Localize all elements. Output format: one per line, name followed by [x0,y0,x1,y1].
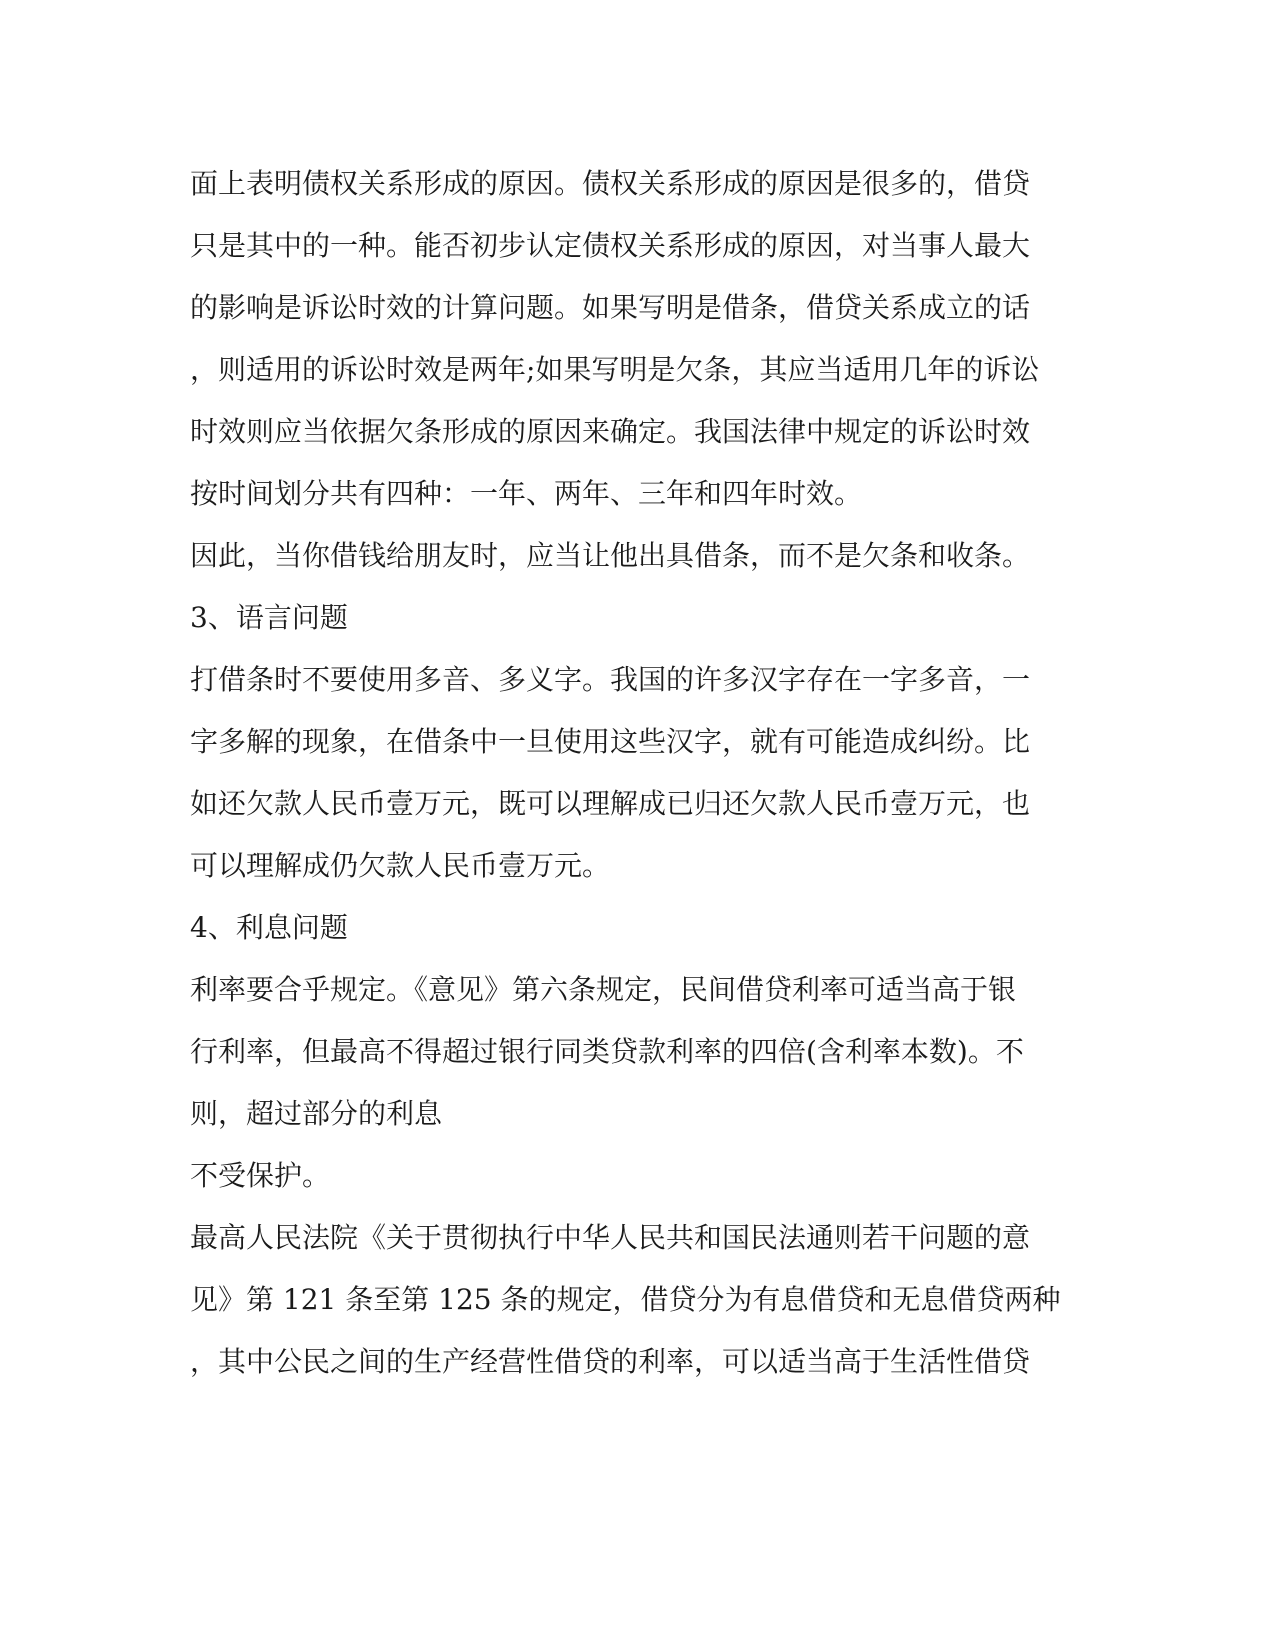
text-line: 不受保护。 [190,1159,331,1192]
text-line: 字多解的现象，在借条中一旦使用这些汉字，就有可能造成纠纷。比 [190,725,1031,758]
text-line: 因此，当你借钱给朋友时，应当让他出具借条，而不是欠条和收条。 [190,539,1031,572]
text-line: 按时间划分共有四种：一年、两年、三年和四年时效。 [190,477,863,510]
text-line: ，则适用的诉讼时效是两年;如果写明是欠条，其应当适用几年的诉讼 [190,353,1040,386]
section-heading: 4、利息问题 [190,911,348,944]
text-line: 最高人民法院《关于贯彻执行中华人民共和国民法通则若干问题的意 [190,1221,1031,1254]
section-heading: 3、语言问题 [190,601,348,634]
text-line: 面上表明债权关系形成的原因。债权关系形成的原因是很多的，借贷 [190,167,1031,200]
text-line: 见》第 121 条至第 125 条的规定，借贷分为有息借贷和无息借贷两种 [190,1283,1061,1316]
text-line: 利率要合乎规定。《意见》第六条规定，民间借贷利率可适当高于银 [190,973,1017,1006]
text-line: 则，超过部分的利息 [190,1097,443,1130]
text-line: 的影响是诉讼时效的计算问题。如果写明是借条，借贷关系成立的话 [190,291,1031,324]
text-line: 如还欠款人民币壹万元，既可以理解成已归还欠款人民币壹万元，也 [190,787,1031,820]
text-line: 打借条时不要使用多音、多义字。我国的许多汉字存在一字多音，一 [190,663,1031,696]
text-line: 可以理解成仍欠款人民币壹万元。 [190,849,611,882]
text-line: 行利率，但最高不得超过银行同类贷款利率的四倍(含利率本数)。不 [190,1035,1024,1068]
text-line: 时效则应当依据欠条形成的原因来确定。我国法律中规定的诉讼时效 [190,415,1031,448]
text-line: ，其中公民之间的生产经营性借贷的利率，可以适当高于生活性借贷 [190,1345,1031,1378]
text-line: 只是其中的一种。能否初步认定债权关系形成的原因，对当事人最大 [190,229,1031,262]
